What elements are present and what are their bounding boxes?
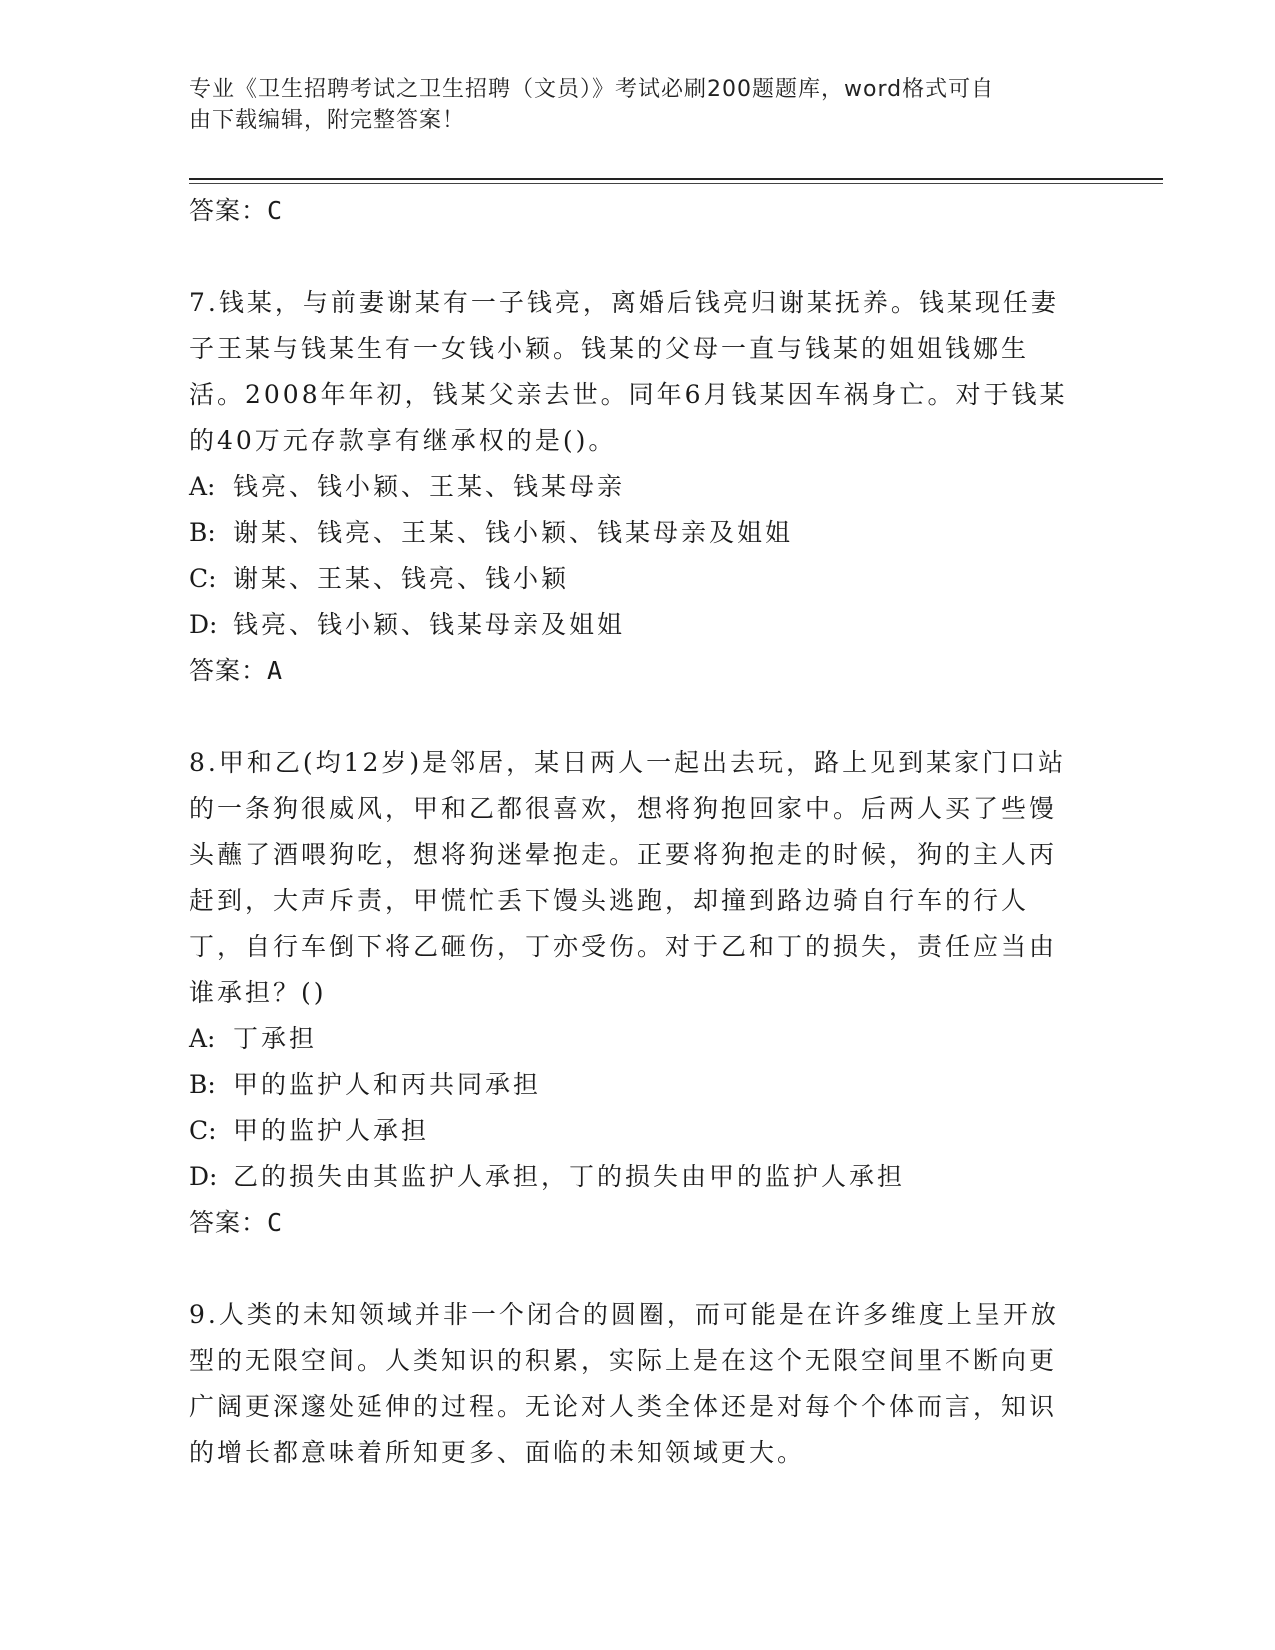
option-d <box>189 602 1069 648</box>
option-key: C: <box>189 564 217 593</box>
header-rule-thick <box>189 178 1163 180</box>
option-c <box>189 1108 1069 1154</box>
question-text: 7.钱某，与前妻谢某有一子钱亮，离婚后钱亮归谢某抚养。钱某现任妻子王某与钱某生有一女钱小颖。钱某的父母一直与钱某的姐姐钱娜生活。2008年年初，钱某父亲去世。同年6月钱某因车祸身亡。对于钱某的40万元存款享有继承权的是()。 <box>189 288 1068 455</box>
option-text: 谢某、钱亮、王某、钱小颖、钱某母亲及姐姐 <box>233 518 794 547</box>
question-answer <box>189 1200 1069 1246</box>
answer-label: 答案： <box>189 656 268 685</box>
option-d <box>189 1154 1069 1200</box>
option-text: 乙的损失由其监护人承担，丁的损失由甲的监护人承担 <box>233 1162 906 1191</box>
option-key: B: <box>189 518 216 547</box>
option-text: 钱亮、钱小颖、钱某母亲及姐姐 <box>233 610 626 639</box>
question-text: 8.甲和乙(均12岁)是邻居，某日两人一起出去玩，路上见到某家门口站的一条狗很威风，甲和乙都很喜欢，想将狗抱回家中。后两人买了些馒头蘸了酒喂狗吃，想将狗迷晕抱走。正要将狗抱走的时候，狗的主人丙赶到，大声斥责，甲慌忙丢下馒头逃跑，却撞到路边骑自行车的行人丁，自行车倒下将乙砸伤，丁亦受伤。对于乙和丁的损失，责任应当由谁承担？() <box>189 748 1067 1007</box>
question-7 <box>189 280 1069 694</box>
option-key: D: <box>189 1162 218 1191</box>
option-b <box>189 510 1069 556</box>
answer-value: C <box>267 1208 284 1237</box>
option-text: 丁承担 <box>233 1024 318 1053</box>
question-8 <box>189 740 1069 1246</box>
option-text: 谢某、王某、钱亮、钱小颖 <box>233 564 570 593</box>
document-body <box>189 188 1069 1476</box>
header-line-1: 专业《卫生招聘考试之卫生招聘（文员）》考试必刷200题题库，word格式可自 <box>189 77 995 102</box>
option-a <box>189 464 1069 510</box>
question-text: 9.人类的未知领域并非一个闭合的圆圈，而可能是在许多维度上呈开放型的无限空间。人类知识的积累，实际上是在这个无限空间里不断向更广阔更深邃处延伸的过程。无论对人类全体还是对每个个体而言，知识的增长都意味着所知更多、面临的未知领域更大。 <box>189 1300 1059 1467</box>
header-line-2: 由下载编辑，附完整答案！ <box>189 108 466 133</box>
answer-label: 答案： <box>189 196 268 225</box>
option-key: C: <box>189 1116 217 1145</box>
answer-value: C <box>267 196 284 225</box>
option-text: 甲的监护人承担 <box>233 1116 430 1145</box>
question-answer <box>189 648 1069 694</box>
answer-label: 答案： <box>189 1208 268 1237</box>
answer-value: A <box>267 656 284 685</box>
option-key: A: <box>189 1024 216 1053</box>
option-b <box>189 1062 1069 1108</box>
option-text: 甲的监护人和丙共同承担 <box>233 1070 542 1099</box>
question-9 <box>189 1292 1069 1476</box>
option-a <box>189 1016 1069 1062</box>
option-text: 钱亮、钱小颖、王某、钱某母亲 <box>233 472 626 501</box>
option-key: B: <box>189 1070 216 1099</box>
document-header <box>189 74 1069 136</box>
option-key: A: <box>189 472 216 501</box>
option-c <box>189 556 1069 602</box>
previous-answer <box>189 188 1069 234</box>
header-rule-thin <box>189 183 1163 184</box>
option-key: D: <box>189 610 218 639</box>
